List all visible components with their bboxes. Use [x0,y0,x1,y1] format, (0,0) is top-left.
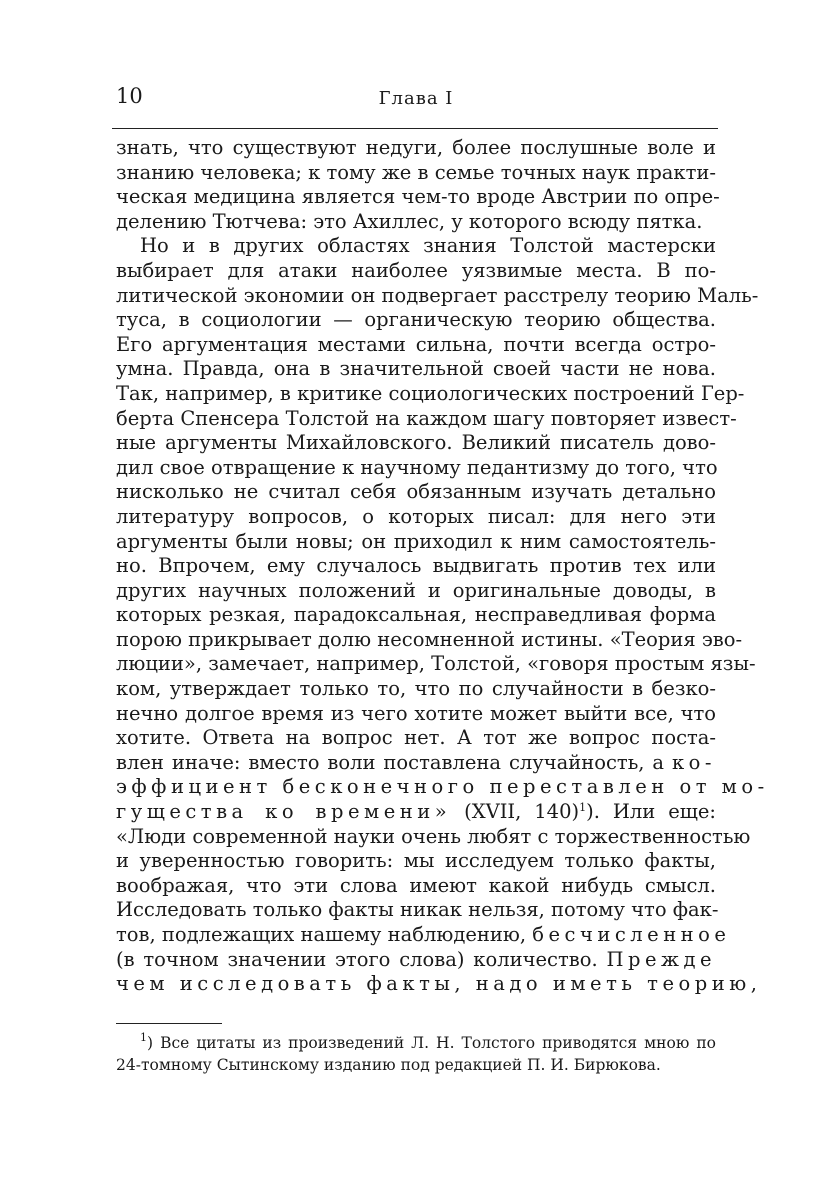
body-text [116,136,769,997]
text-line: туса, в социологии — органическую теорию общества. [116,308,716,332]
text-line: нечно долгое время из чего хотите может выйти все, что [116,701,716,725]
text-line-spaced: эффициент бесконечного переставлен от мо- [116,775,769,799]
header-rule [112,128,718,129]
text-line: люции», замечает, например, Толстой, «говоря простым язы- [116,652,756,676]
text-fragment: тов, подлежащих нашему наблюдению, [116,923,527,946]
text-line: которых резкая, парадоксальная, несправедливая форма [116,603,716,627]
text-line: но. Впрочем, ему случалось выдвигать против тех или [116,554,716,578]
text-line: аргументы были новы; он приходил к ним самостоятель- [116,529,716,553]
running-head: Глава I [378,88,454,109]
text-line: воображая, что эти слова имеют какой нибудь смысл. [116,873,716,897]
text-line: выбирает для атаки наиболее уязвимые места. В по- [116,258,716,282]
text-line [116,948,716,973]
text-line: берта Спенсера Толстой на каждом шагу повторяет извест- [116,406,737,430]
spaced-emphasis: гущества ко времени» [116,800,452,824]
page-number: 10 [116,84,143,108]
text-line: порою прикрывает долю несомненной истины. «Теория эво- [116,627,743,651]
footnote-line [116,1032,716,1054]
text-line: ком, утверждает только то, что по случайности в безко- [116,677,716,701]
footnote-marker: 1 [140,1031,147,1044]
text-line: Исследовать только факты никак нельзя, потому что фак- [116,898,719,922]
text-line: литературу вопросов, о которых писал: для него эти [116,504,716,528]
text-line: ные аргументы Михайловского. Великий писатель дово- [116,431,716,455]
spaced-emphasis: Прежде [606,947,716,971]
footnote-text: ) Все цитаты из произведений Л. Н. Толстого приводятся мною по [147,1034,716,1052]
text-line: Его аргументация местами сильна, почти всегда остро- [116,332,716,356]
spaced-emphasis: бесчисленное [532,923,731,946]
text-line [116,923,731,948]
text-line: знанию человека; к тому же в семье точных наук практи- [116,160,716,184]
text-line [116,800,716,825]
page-header [116,84,716,120]
text-line: ческая медицина является чем-то вроде Австрии по опре- [116,185,720,209]
text-line: Но и в других областях знания Толстой мастерски [140,234,716,258]
text-line: дил свое отвращение к научному педантизму до того, что [116,455,718,479]
text-line: влен иначе: вместо воли поставлена случайность, а ко- [116,750,716,774]
text-line: делению Тютчева: это Ахиллес, у которого всюду пятка. [116,209,703,233]
text-fragment: (в точном значении этого слова) количество. [116,947,598,971]
footnote-rule [116,1023,222,1024]
text-line: хотите. Ответа на вопрос нет. А тот же вопрос поста- [116,726,716,750]
text-line: нисколько не считал себя обязанным изучать детально [116,480,716,504]
text-fragment: ). Или еще: [586,800,716,824]
text-line: других научных положений и оригинальные доводы, в [116,578,716,602]
text-line: Так, например, в критике социологических построений Гер- [116,381,745,405]
text-line: умна. Правда, она в значительной своей части не нова. [116,357,716,381]
spaced-emphasis: ко- [671,750,716,774]
footnote-ref: 1 [579,801,587,815]
text-line-spaced: чем исследовать факты, надо иметь теорию, [116,972,762,996]
text-line: знать, что существуют недуги, более послушные воле и [116,136,716,159]
footnotes [116,1032,716,1076]
citation: (XVII, 140) [451,800,580,824]
text-line: и уверенностью говорить: мы исследуем только факты, [116,849,716,873]
text-line: «Люди современной науки очень любят с торжественностью [116,824,751,848]
footnote-line: 24-томному Сытинскому изданию под редакцией П. И. Бирюкова. [116,1056,661,1074]
text-line: литической экономии он подвергает расстрелу теорию Маль- [116,283,759,307]
